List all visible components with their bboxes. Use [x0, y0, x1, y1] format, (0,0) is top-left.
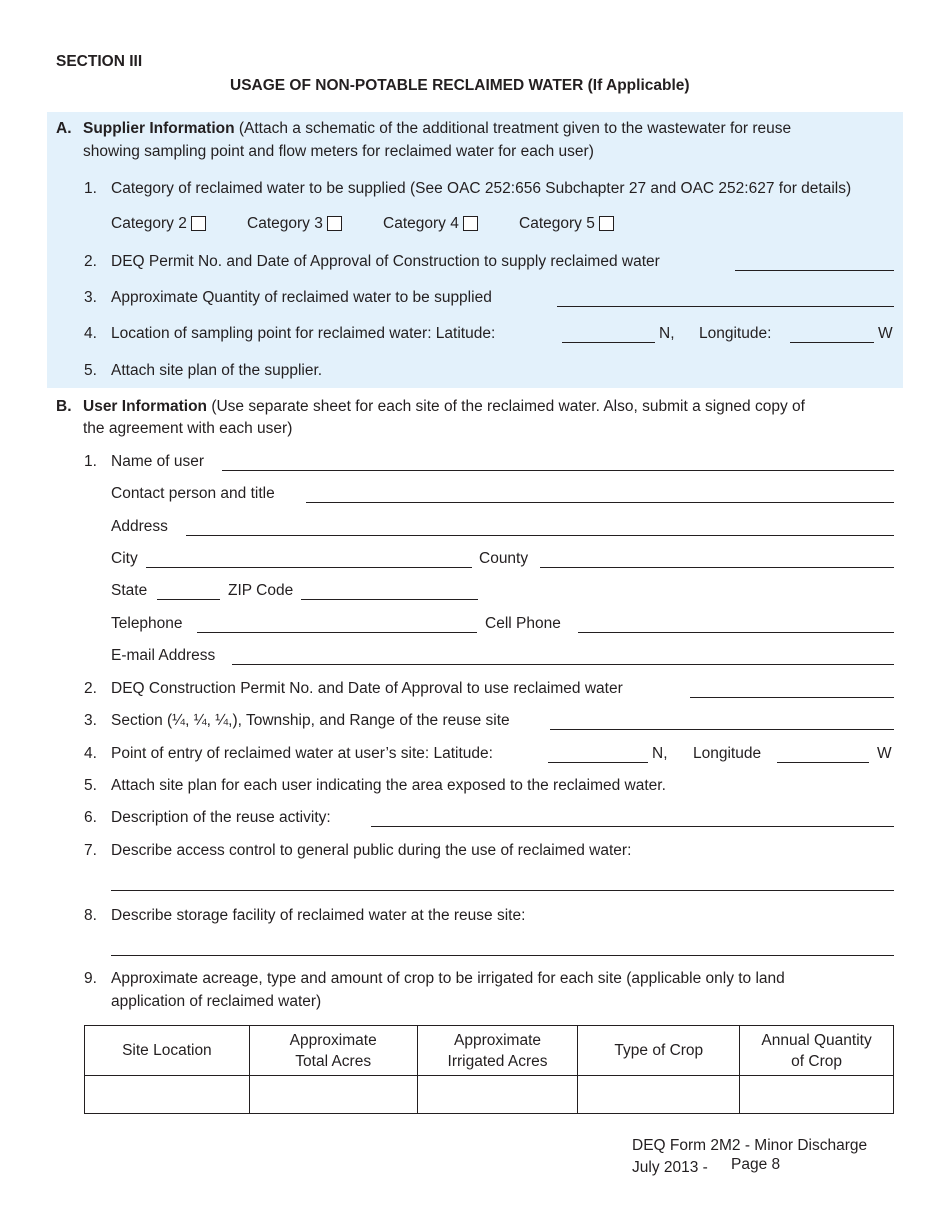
- a-item-2-num: 2.: [84, 253, 97, 270]
- footer-page-number: Page 8: [731, 1156, 781, 1173]
- b-item-5-text: Attach site plan for each user indicating the area exposed to the reclaimed water.: [111, 777, 666, 794]
- state-field[interactable]: [157, 599, 220, 600]
- category-2-option[interactable]: [111, 215, 206, 233]
- zip-field[interactable]: [301, 599, 478, 600]
- a-item-1-text: Category of reclaimed water to be supplied (See OAC 252:656 Subchapter 27 and OAC 252:627 for details): [111, 180, 852, 197]
- b-item-4-w: W: [877, 745, 892, 762]
- user-permit-field[interactable]: [690, 697, 894, 698]
- b-item-4-text: Point of entry of reclaimed water at user’s site: Latitude:: [111, 745, 493, 762]
- a-item-4-w: W: [878, 325, 893, 342]
- user-longitude-field[interactable]: [777, 762, 869, 763]
- b-item-2-text: DEQ Construction Permit No. and Date of Approval to use reclaimed water: [111, 680, 623, 697]
- contact-person-field[interactable]: [306, 502, 894, 503]
- b-item-9-line-1: Approximate acreage, type and amount of crop to be irrigated for each site (applicable only to land: [111, 970, 785, 987]
- header-type-of-crop: [578, 1026, 740, 1076]
- email-label: E-mail Address: [111, 647, 216, 664]
- category-2-checkbox[interactable]: [191, 216, 206, 231]
- header-total-acres-line-1: Approximate: [289, 1031, 377, 1049]
- zip-label: ZIP Code: [228, 582, 294, 599]
- header-annual-quantity-line-2: of Crop: [791, 1052, 842, 1070]
- header-irrigated-acres: [417, 1026, 578, 1076]
- b-item-3-text: Section (¼, ¼, ¼,), Township, and Range of the reuse site: [111, 712, 510, 729]
- header-type-of-crop-line-1: Type of Crop: [614, 1042, 704, 1059]
- a-item-3-num: 3.: [84, 289, 97, 306]
- b-item-7-text: Describe access control to general public during the use of reclaimed water:: [111, 842, 632, 859]
- category-5-label: Category 5: [519, 215, 595, 232]
- site-location-cell[interactable]: [85, 1076, 250, 1114]
- city-field[interactable]: [146, 567, 472, 568]
- a-item-4-text: Location of sampling point for reclaimed water: Latitude:: [111, 325, 496, 342]
- supply-quantity-field[interactable]: [557, 306, 894, 307]
- a-item-1-num: 1.: [84, 180, 97, 197]
- telephone-field[interactable]: [197, 632, 477, 633]
- annual-quantity-cell[interactable]: [740, 1076, 894, 1114]
- footer-date: July 2013 -: [632, 1159, 708, 1176]
- address-field[interactable]: [186, 535, 894, 536]
- user-latitude-field[interactable]: [548, 762, 648, 763]
- category-4-checkbox[interactable]: [463, 216, 478, 231]
- part-b-letter: B.: [56, 398, 72, 415]
- category-2-label: Category 2: [111, 215, 187, 232]
- header-irrigated-acres-line-1: Approximate: [454, 1031, 542, 1049]
- type-of-crop-cell[interactable]: [578, 1076, 740, 1114]
- b-item-6-text: Description of the reuse activity:: [111, 809, 331, 826]
- email-field[interactable]: [232, 664, 894, 665]
- a-item-4-n: N,: [659, 325, 675, 342]
- category-3-label: Category 3: [247, 215, 323, 232]
- cell-phone-field[interactable]: [578, 632, 894, 633]
- b-item-8-text: Describe storage facility of reclaimed water at the reuse site:: [111, 907, 526, 924]
- city-label: City: [111, 550, 138, 567]
- b-item-4-num: 4.: [84, 745, 97, 762]
- category-3-option[interactable]: [247, 215, 342, 233]
- telephone-label: Telephone: [111, 615, 183, 632]
- crop-table-header-row: [85, 1026, 894, 1076]
- category-5-checkbox[interactable]: [599, 216, 614, 231]
- reuse-activity-field[interactable]: [371, 826, 894, 827]
- part-a-letter: A.: [56, 120, 72, 137]
- category-3-checkbox[interactable]: [327, 216, 342, 231]
- b-item-4-n: N,: [652, 745, 668, 762]
- b-item-7-num: 7.: [84, 842, 97, 859]
- b-item-1-num: 1.: [84, 453, 97, 470]
- b-item-8-num: 8.: [84, 907, 97, 924]
- b-item-5-num: 5.: [84, 777, 97, 794]
- b-item-6-num: 6.: [84, 809, 97, 826]
- table-row: [85, 1076, 894, 1114]
- a-item-5-num: 5.: [84, 362, 97, 379]
- name-label: Name of user: [111, 453, 205, 470]
- part-a-note-1: (Attach a schematic of the additional treatment given to the wastewater for reuse: [238, 120, 792, 137]
- access-control-field[interactable]: [111, 890, 894, 891]
- page-title: USAGE OF NON-POTABLE RECLAIMED WATER (If Applicable): [230, 77, 690, 94]
- storage-facility-field[interactable]: [111, 955, 894, 956]
- a-item-2-text: DEQ Permit No. and Date of Approval of Construction to supply reclaimed water: [111, 253, 660, 270]
- header-irrigated-acres-line-2: Irrigated Acres: [447, 1052, 548, 1070]
- b-item-9-num: 9.: [84, 970, 97, 987]
- b-item-3-num: 3.: [84, 712, 97, 729]
- b-item-4-longitude-label: Longitude: [693, 745, 762, 762]
- total-acres-cell[interactable]: [249, 1076, 417, 1114]
- name-of-user-field[interactable]: [222, 470, 894, 471]
- header-total-acres-line-2: Total Acres: [295, 1052, 372, 1070]
- county-label: County: [479, 550, 529, 567]
- a-item-4-num: 4.: [84, 325, 97, 342]
- section-township-range-field[interactable]: [550, 729, 894, 730]
- b-item-2-num: 2.: [84, 680, 97, 697]
- part-a-note-2: showing sampling point and flow meters for reclaimed water for each user): [83, 143, 594, 160]
- part-b-heading: User Information: [83, 398, 208, 415]
- header-site-location-line-1: Site Location: [122, 1042, 212, 1059]
- part-b-note-1: (Use separate sheet for each site of the reclaimed water. Also, submit a signed copy of: [211, 398, 805, 415]
- header-annual-quantity-line-1: Annual Quantity: [761, 1031, 872, 1049]
- contact-label: Contact person and title: [111, 485, 275, 502]
- county-field[interactable]: [540, 567, 894, 568]
- cell-phone-label: Cell Phone: [485, 615, 561, 632]
- footer-form-name: DEQ Form 2M2 - Minor Discharge: [632, 1137, 868, 1154]
- part-b-heading-line: [83, 398, 805, 416]
- a-item-4-longitude-label: Longitude:: [699, 325, 772, 342]
- header-annual-quantity: [740, 1026, 894, 1076]
- a-item-5-text: Attach site plan of the supplier.: [111, 362, 323, 379]
- category-4-option[interactable]: [383, 215, 478, 233]
- category-5-option[interactable]: [519, 215, 614, 233]
- supplier-permit-field[interactable]: [735, 270, 894, 271]
- irrigated-acres-cell[interactable]: [417, 1076, 578, 1114]
- part-b-note-2: the agreement with each user): [83, 420, 293, 437]
- part-a-heading-line: [83, 120, 791, 138]
- state-label: State: [111, 582, 148, 599]
- category-4-label: Category 4: [383, 215, 459, 232]
- section-label: SECTION III: [56, 53, 143, 70]
- header-site-location: [85, 1026, 250, 1076]
- crop-table: [84, 1025, 894, 1114]
- supplier-longitude-field[interactable]: [790, 342, 874, 343]
- address-label: Address: [111, 518, 168, 535]
- supplier-latitude-field[interactable]: [562, 342, 655, 343]
- header-total-acres: [249, 1026, 417, 1076]
- b-item-9-line-2: application of reclaimed water): [111, 993, 322, 1010]
- a-item-3-text: Approximate Quantity of reclaimed water to be supplied: [111, 289, 492, 306]
- part-a-heading: Supplier Information: [83, 120, 235, 137]
